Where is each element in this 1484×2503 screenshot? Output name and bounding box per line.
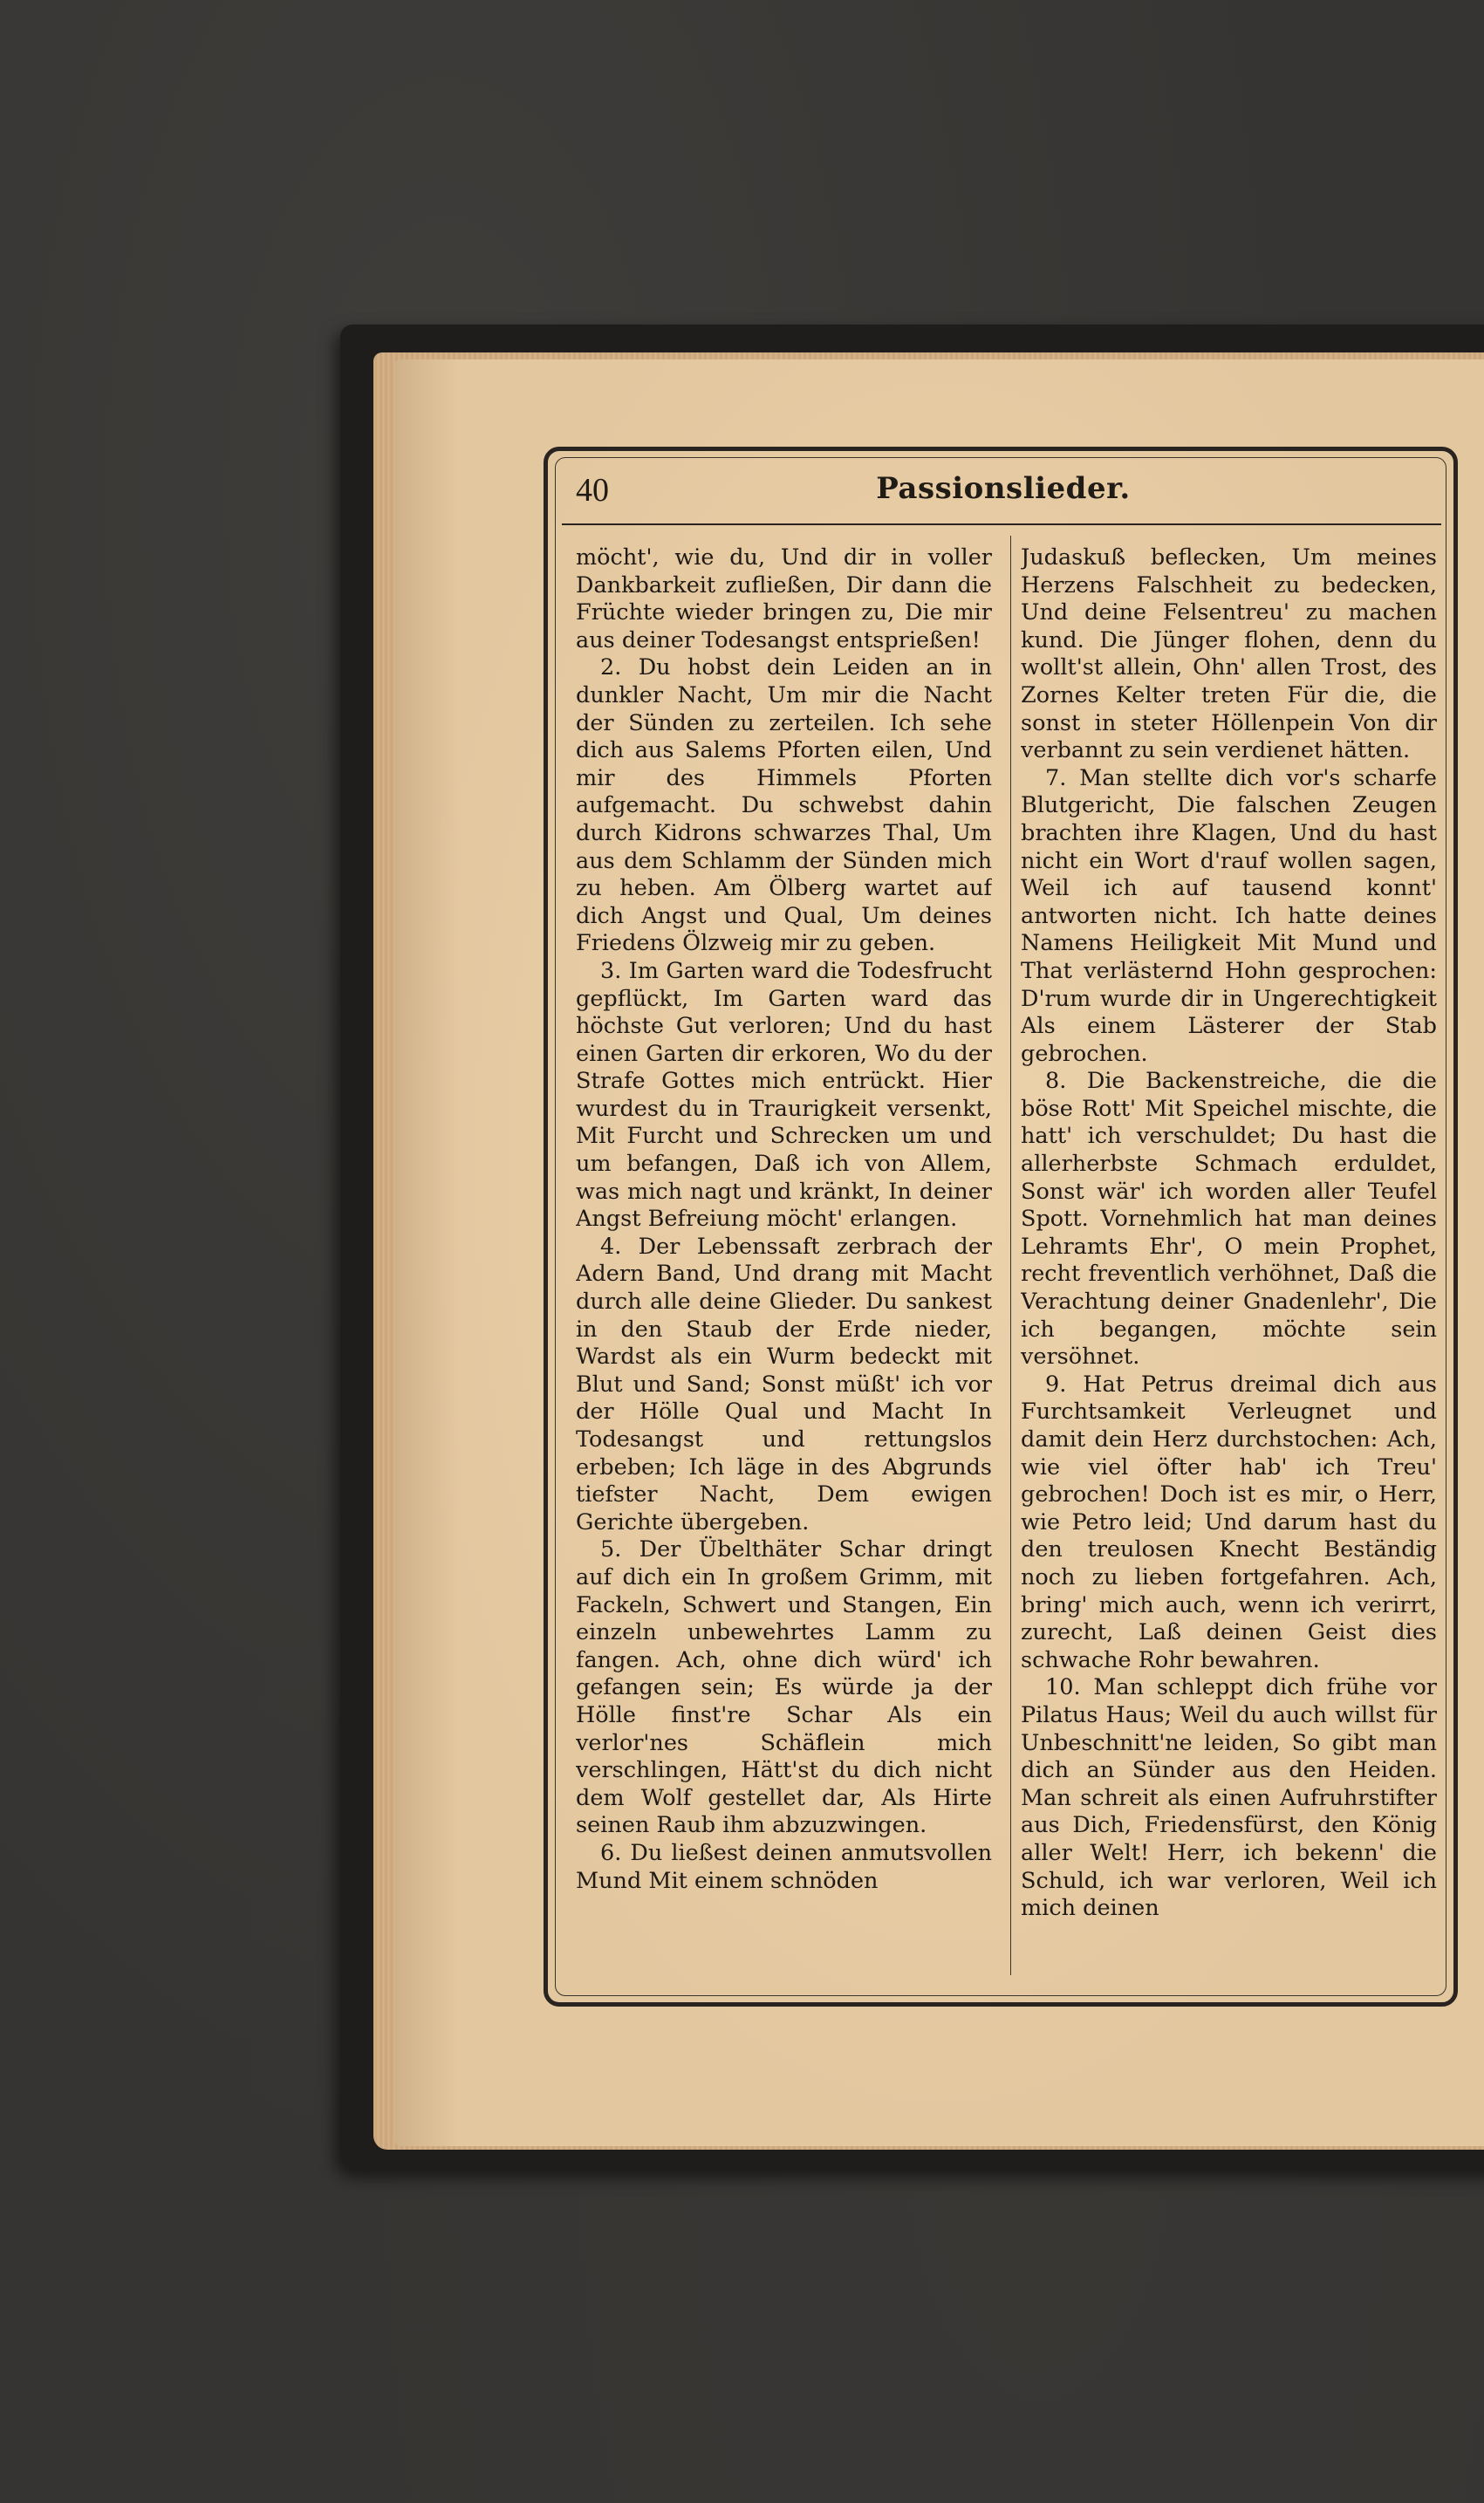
verse-3: 3. Im Garten ward die Todesfrucht gepflückt, Im Garten ward das höchste Gut verloren; Und du hast einen Garten dir erkoren, Wo du der Strafe Gottes mich entrückt. Hier wurdest du in Traurigkeit versenkt, Mit Furcht und Schrecken um und um befangen, Daß ich von Allem, was mich nagt und kränkt, In deiner Angst Befreiung möcht' erlangen. [576, 957, 992, 1233]
verse-4: 4. Der Lebenssaft zerbrach der Adern Band, Und drang mit Macht durch alle deine Glieder. Du sankest in den Staub der Erde nieder, Wardst als ein Wurm bedeckt mit Blut und Sand; Sonst müßt' ich vor der Hölle Qual und Macht In Todesangst und rettungslos erbeben; Ich läge in des Abgrunds tiefster Nacht, Dem ewigen Gerichte übergeben. [576, 1233, 992, 1535]
verse-5: 5. Der Übelthäter Schar dringt auf dich ein In großem Grimm, mit Fackeln, Schwert und Stangen, Ein einzeln unbewehrtes Lamm zu fangen. Ach, ohne dich würd' ich gefangen sein; Es würde ja der Hölle finst're Schar Als ein verlor'nes Schäflein mich verschlingen, Hätt'st du dich nicht dem Wolf gestellet dar, Als Hirte seinen Raub ihm abzuzwingen. [576, 1536, 992, 1839]
column-divider [1010, 536, 1011, 1975]
verse-7: 7. Man stellte dich vor's scharfe Blutgericht, Die falschen Zeugen brachten ihre Klagen, Und du hast nicht ein Wort d'rauf wollen sagen, Weil ich auf tausend konnt' antworten nicht. Ich hatte deines Namens Heiligkeit Mit Mund und That verlästernd Hohn gesprochen: D'rum wurde dir in Ungerechtigkeit Als einem Lästerer der Stab gebrochen. [1021, 764, 1437, 1067]
verse-9: 9. Hat Petrus dreimal dich aus Furchtsamkeit Verleugnet und damit dein Herz durchstochen: Ach, wie viel öfter hab' ich Treu' gebrochen! Doch ist es mir, o Herr, wie Petro leid; Und darum hast du den treulosen Knecht Beständig noch zu lieben fortgefahren. Ach, bring' mich auch, wenn ich verirrt, zurecht, Laß deinen Geist dies schwache Rohr bewahren. [1021, 1371, 1437, 1673]
header-rule [562, 523, 1441, 525]
left-column [576, 544, 992, 1972]
verse-8: 8. Die Backenstreiche, die die böse Rott' Mit Speichel mischte, die hatt' ich verschuldet; Du hast die allerherbste Schmach erduldet, Sonst wär' ich worden aller Teufel Spott. Vornehmlich hat man deines Lehramts Ehr', O mein Prophet, recht freventlich verhöhnet, Daß die Verachtung deiner Gnadenlehr', Die ich begangen, möchte sein versöhnet. [1021, 1068, 1437, 1371]
page-number: 40 [576, 472, 609, 509]
verse-2: 2. Du hobst dein Leiden an in dunkler Nacht, Um mir die Nacht der Sünden zu zerteilen. Ich sehe dich aus Salems Pforten eilen, Und mir des Himmels Pforten aufgemacht. Du schwebst dahin durch Kidrons schwarzes Thal, Um aus dem Schlamm der Sünden mich zu heben. Am Ölberg wartet auf dich Angst und Qual, Um deines Friedens Ölzweig mir zu geben. [576, 654, 992, 957]
right-column [1021, 544, 1437, 1972]
verse-6: 6. Du ließest deinen anmutsvollen Mund Mit einem schnöden [576, 1839, 992, 1894]
page-header [576, 471, 1431, 515]
paragraph: möcht', wie du, Und dir in voller Dankbarkeit zufließen, Dir dann die Früchte wieder bringen zu, Die mir aus deiner Todesangst entsprießen! [576, 544, 992, 653]
paragraph: Judaskuß beflecken, Um meines Herzens Falschheit zu bedecken, Und deine Felsentreu' zu machen kund. Die Jünger flohen, denn du wollt'st allein, Ohn' allen Trost, des Zornes Kelter treten Für die, die sonst in steter Höllenpein Von dir verbannt zu sein verdienet hätten. [1021, 544, 1437, 764]
verse-10: 10. Man schleppt dich frühe vor Pilatus Haus; Weil du auch willst für Unbeschnitt'ne leiden, So gibt man dich an Sünder aus den Heiden. Man schreit als einen Aufruhrstifter aus Dich, Friedensfürst, den König aller Welt! Herr, ich bekenn' die Schuld, ich war verloren, Weil ich mich deinen [1021, 1674, 1437, 1922]
running-title: Passionslieder. [876, 471, 1131, 506]
